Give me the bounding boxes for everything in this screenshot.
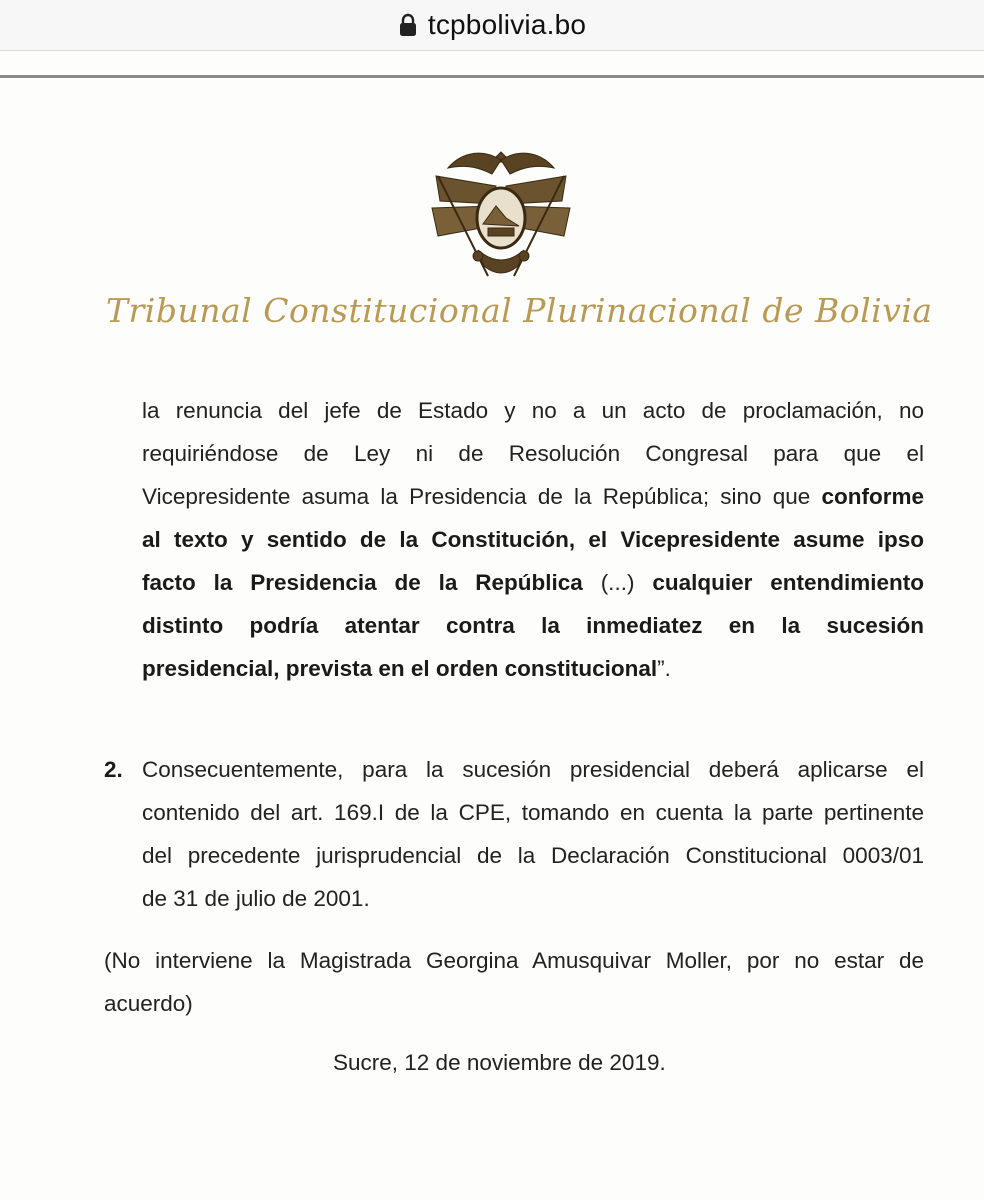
bolivia-coat-of-arms-icon — [418, 146, 584, 286]
p2-line-2-text: contenido del art. 169.I de la CPE, tomando en cuenta la parte pertinente — [142, 800, 924, 825]
p2-line-1 — [142, 748, 924, 791]
p1-line-4 — [142, 518, 924, 561]
p1-line-6 — [142, 604, 924, 647]
p2-line-4-text: de 31 de julio de 2001. — [142, 886, 370, 911]
court-name: Tribunal Constitucional Plurinacional de Bolivia — [106, 291, 933, 330]
p1-line-5 — [142, 561, 924, 604]
p1-line-7 — [142, 647, 924, 690]
document-page — [0, 51, 984, 1200]
paragraph-3 — [104, 939, 924, 1025]
p3-line-2-text: acuerdo) — [104, 991, 193, 1016]
p1-line-5-bold-b: cualquier entendimiento — [652, 570, 924, 595]
p1-line-5-text: (...) — [582, 570, 653, 595]
p3-line-2 — [104, 982, 924, 1025]
p1-line-7-bold: presidencial, prevista en el orden constitucional — [142, 656, 658, 681]
p2-line-2 — [142, 791, 924, 834]
p1-line-5-bold-a: facto la Presidencia de la República — [142, 570, 583, 595]
lock-icon — [398, 13, 418, 37]
p2-line-4 — [142, 877, 924, 920]
p2-line-3 — [142, 834, 924, 877]
paragraph-2 — [142, 748, 924, 920]
p1-line-3 — [142, 475, 924, 518]
p1-line-2-text: requiriéndose de Ley ni de Resolución Congresal para que el — [142, 441, 924, 466]
date-line: Sucre, 12 de noviembre de 2019. — [333, 1050, 666, 1075]
url-text: tcpbolivia.bo — [427, 9, 587, 40]
paragraph-1 — [142, 389, 924, 690]
p1-line-2 — [142, 432, 924, 475]
p1-line-4-bold: al texto y sentido de la Constitución, el Vicepresidente asume ipso — [142, 527, 924, 552]
list-number-2: 2. — [104, 757, 123, 782]
browser-url-bar[interactable] — [0, 0, 984, 51]
p1-line-3-text: Vicepresidente asuma la Presidencia de la República; sino que — [142, 484, 822, 509]
p1-line-3-bold: conforme — [821, 484, 924, 509]
p1-line-7-text: ”. — [657, 656, 671, 681]
p1-line-6-bold: distinto podría atentar contra la inmediatez en la sucesión — [142, 613, 924, 638]
p1-line-1-text: la renuncia del jefe de Estado y no a un acto de proclamación, no — [142, 398, 924, 423]
p2-line-3-text: del precedente jurisprudencial de la Declaración Constitucional 0003/01 — [142, 843, 924, 868]
p1-line-1 — [142, 389, 924, 432]
url-wrap — [398, 9, 586, 41]
p3-line-1 — [104, 939, 924, 982]
p2-line-1-text: Consecuentemente, para la sucesión presidencial deberá aplicarse el — [142, 757, 924, 782]
p3-line-1-text: (No interviene la Magistrada Georgina Amusquivar Moller, por no estar de — [104, 948, 924, 973]
header-rule — [0, 75, 984, 78]
